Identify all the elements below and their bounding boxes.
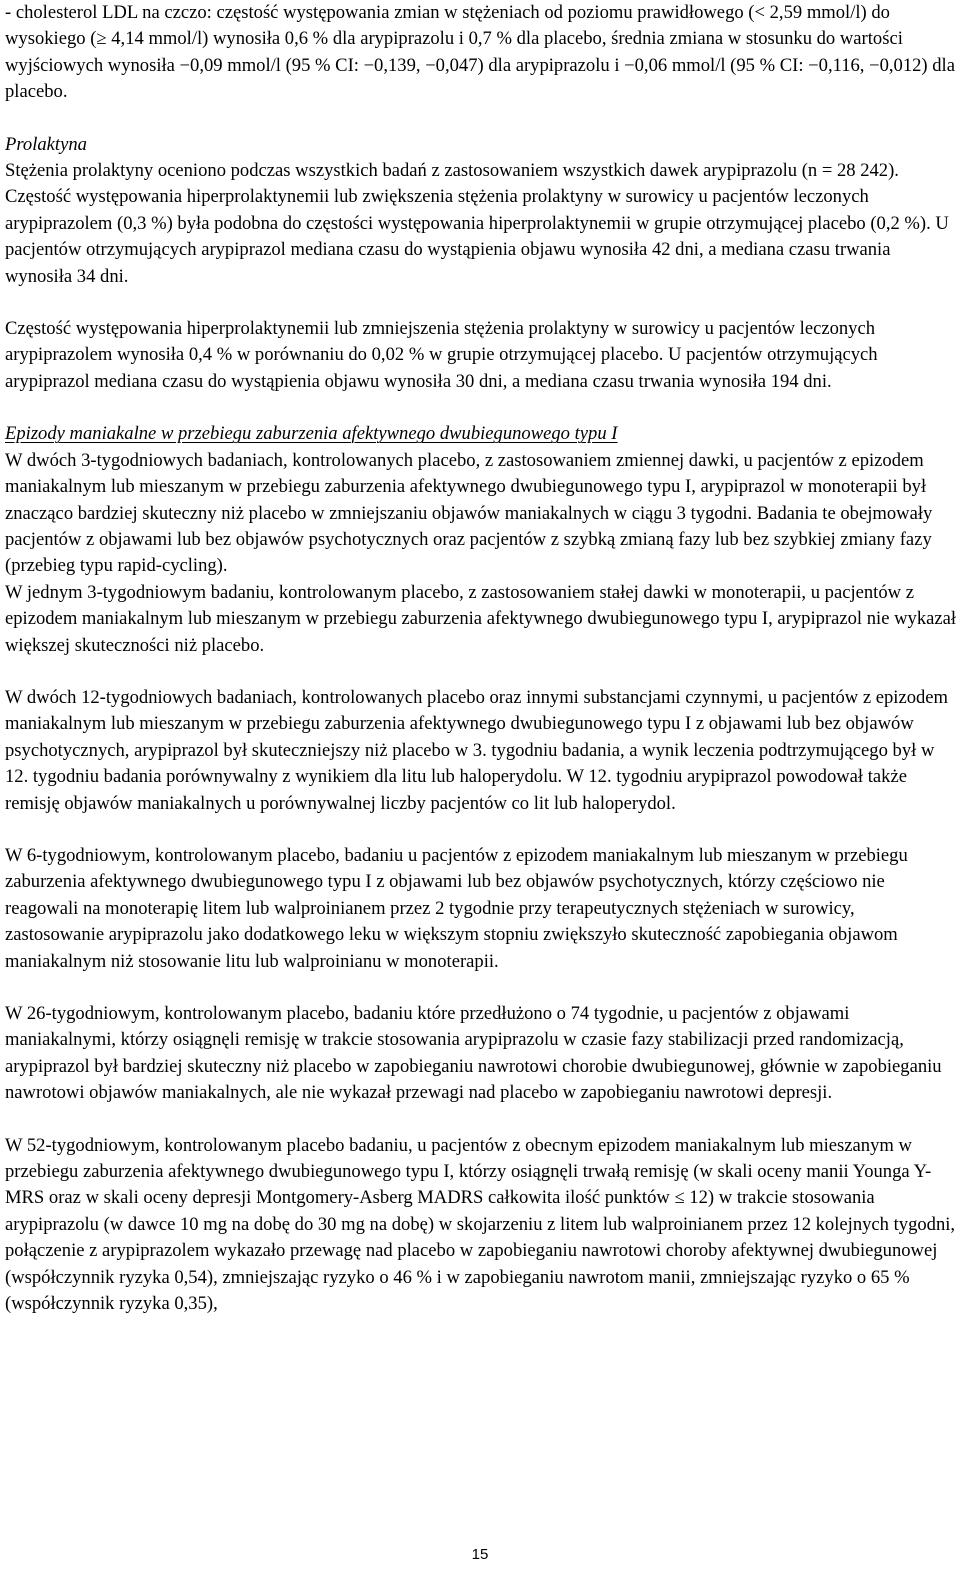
- page-number: 15: [471, 1546, 489, 1563]
- cholesterol-ldl-paragraph: - cholesterol LDL na czczo: częstość występowania zmian w stężeniach od poziomu prawidłowego (< 2,59 mmol/l) do wysokiego (≥ 4,14 mmol/l) wynosiła 0,6 % dla arypiprazolu i 0,7 % dla placebo, średnia zmiana w stosunku do wartości wyjściowych wynosiła −0,09 mmol/l (95 % CI: −0,139, −0,047) dla arypiprazolu i −0,06 mmol/l (95 % CI: −0,116, −0,012) dla placebo.: [5, 2, 955, 103]
- prolaktyna-heading: Prolaktyna: [5, 133, 87, 155]
- epizody-paragraph-2: W jednym 3-tygodniowym badaniu, kontrolowanym placebo, z zastosowaniem stałej dawki w monoterapii, u pacjentów z epizodem maniakalnym lub mieszanym w przebiegu zaburzenia afektywnego dwubiegunowego typu I, arypiprazol nie wykazał większej skuteczności niż placebo.: [5, 581, 957, 656]
- epizody-paragraph-1: W dwóch 3-tygodniowych badaniach, kontrolowanych placebo, z zastosowaniem zmiennej dawki, u pacjentów z epizodem maniakalnym lub mieszanym w przebiegu zaburzenia afektywnego dwubiegunowego typu I, arypiprazol w monoterapii był znacząco bardziej skuteczny niż placebo w zmniejszaniu objawów maniakalnych w ciągu 3 tygodni. Badania te obejmowały pacjentów z objawami lub bez objawów psychotycznych oraz pacjentów z szybką zmianą fazy lub bez szybkiej zmiany fazy (przebieg typu rapid-cycling).: [5, 449, 933, 577]
- document-page: [5, 0, 957, 1317]
- epizody-paragraph-4: W 6-tygodniowym, kontrolowanym placebo, badaniu u pacjentów z epizodem maniakalnym lub mieszanym w przebiegu zaburzenia afektywnego dwubiegunowego typu I z objawami lub bez objawów psychotycznych, którzy częściowo nie reagowali na monoterapię litem lub walproinianem przez 2 tygodnie przy terapeutycznych stężeniach w surowicy, zastosowanie arypiprazolu jako dodatkowego leku w większym stopniu zwiększyło skuteczność zapobiegania objawom maniakalnym niż stosowanie litu lub walproinianu w monoterapii.: [5, 844, 908, 972]
- epizody-paragraph-5: W 26-tygodniowym, kontrolowanym placebo, badaniu które przedłużono o 74 tygodnie, u pacjentów z objawami maniakalnymi, którzy osiągnęli remisję w trakcie stosowania arypiprazolu w czasie fazy stabilizacji przed randomizacją, arypiprazol był bardziej skuteczny niż placebo w zapobieganiu nawrotowi chorobie dwubiegunowej, głównie w zapobieganiu nawrotowi objawów maniakalnych, ale nie wykazał przewagi nad placebo w zapobieganiu nawrotowi depresji.: [5, 1003, 942, 1104]
- epizody-maniakalne-heading: Epizody maniakalne w przebiegu zaburzenia afektywnego dwubiegunowego typu I: [5, 423, 618, 445]
- epizody-paragraph-3: W dwóch 12-tygodniowych badaniach, kontrolowanych placebo oraz innymi substancjami czynnymi, u pacjentów z epizodem maniakalnym lub mieszanym w przebiegu zaburzenia afektywnego dwubiegunowego typu I z objawami lub bez objawów psychotycznych, arypiprazol był skuteczniejszy niż placebo w 3. tygodniu badania, a wynik leczenia podtrzymującego był w 12. tygodniu badania porównywalny z wynikiem dla litu lub haloperydolu. W 12. tygodniu arypiprazol powodował także remisję objawów maniakalnych u porównywalnej liczby pacjentów co lit lub haloperydol.: [5, 686, 949, 814]
- prolaktyna-paragraph-1: Stężenia prolaktyny oceniono podczas wszystkich badań z zastosowaniem wszystkich dawek arypiprazolu (n = 28 242). Częstość występowania hiperprolaktynemii lub zwiększenia stężenia prolaktyny w surowicy u pacjentów leczonych arypiprazolem (0,3 %) była podobna do częstości występowania hiperprolaktynemii w grupie otrzymującej placebo (0,2 %). U pacjentów otrzymujących arypiprazol mediana czasu do wystąpienia objawu wynosiła 42 dni, a mediana czasu trwania wynosiła 34 dni.: [5, 160, 949, 287]
- epizody-paragraph-6: W 52-tygodniowym, kontrolowanym placebo badaniu, u pacjentów z obecnym epizodem maniakalnym lub mieszanym w przebiegu zaburzenia afektywnego dwubiegunowego typu I, którzy osiągnęli trwałą remisję (w skali oceny manii Younga Y-MRS oraz w skali oceny depresji Montgomery-Asberg MADRS całkowita ilość punktów ≤ 12) w trakcie stosowania arypiprazolu (w dawce 10 mg na dobę do 30 mg na dobę) w skojarzeniu z litem lub walproinianem przez 12 kolejnych tygodni, połączenie z arypiprazolem wykazało przewagę nad placebo w zapobieganiu nawrotowi choroby afektywnej dwubiegunowej (współczynnik ryzyka 0,54), zmniejszając ryzyko o 46 % i w zapobieganiu nawrotom manii, zmniejszając ryzyko o 65 % (współczynnik ryzyka 0,35),: [5, 1134, 956, 1315]
- prolaktyna-paragraph-2: Częstość występowania hiperprolaktynemii lub zmniejszenia stężenia prolaktyny w surowicy u pacjentów leczonych arypiprazolem wynosiła 0,4 % w porównaniu do 0,02 % w grupie otrzymującej placebo. U pacjentów otrzymujących arypiprazol mediana czasu do wystąpienia objawu wynosiła 30 dni, a mediana czasu trwania wynosiła 194 dni.: [5, 318, 878, 392]
